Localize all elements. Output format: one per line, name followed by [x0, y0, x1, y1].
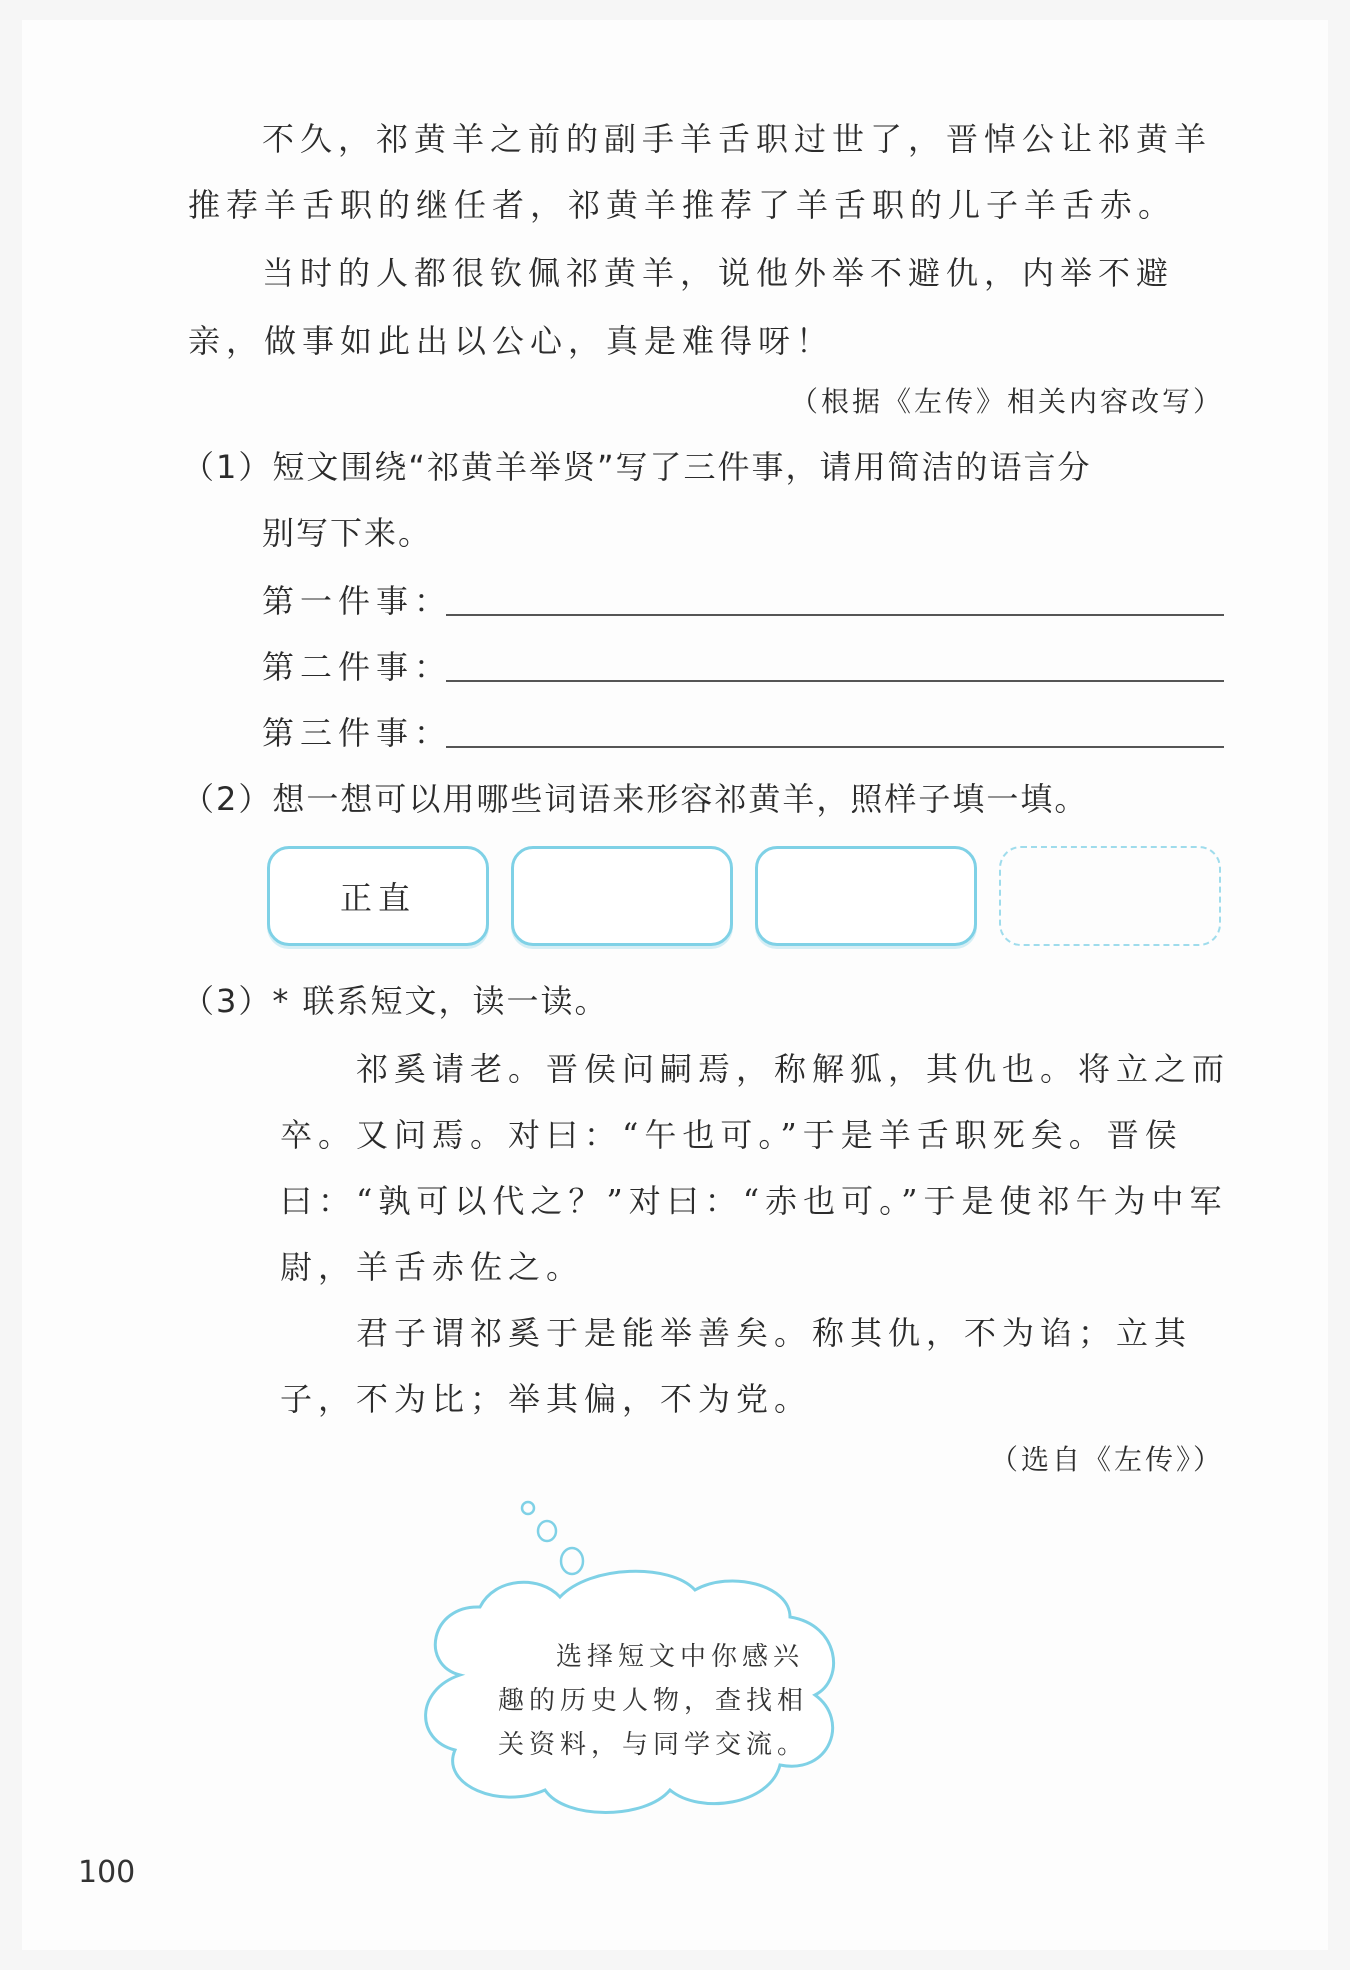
classical-line: 君子谓祁奚于是能举善矣。称其仇，不为谄；立其	[356, 1314, 1193, 1352]
question-1-text: 别写下来。	[262, 514, 433, 552]
passage-line: 亲，做事如此出以公心，真是难得呀！	[188, 322, 835, 360]
question-1-text: （1）短文围绕“祁黄羊举贤”写了三件事，请用简洁的语言分	[182, 448, 1092, 486]
bubble-text: 趣的历史人物，查找相	[498, 1686, 809, 1716]
item-label: 第三件事：	[262, 714, 453, 752]
bubble-text: 关资料，与同学交流。	[498, 1730, 809, 1760]
passage-line: 当时的人都很钦佩祁黄羊，说他外举不避仇，内举不避	[262, 254, 1175, 292]
word-box-example: 正直	[267, 846, 489, 946]
page-number: 100	[78, 1855, 136, 1890]
classical-line: 子，不为比；举其偏，不为党。	[280, 1380, 813, 1418]
passage-line: 推荐羊舌职的继任者，祁黄羊推荐了羊舌职的儿子羊舌赤。	[188, 186, 1177, 224]
word-box-optional[interactable]	[999, 846, 1221, 946]
classical-line: 曰：“孰可以代之？”对曰：“赤也可。”于是使祁午为中军	[280, 1182, 1228, 1220]
bubble-text: 选择短文中你感兴	[556, 1642, 805, 1672]
word-box-blank[interactable]	[755, 846, 977, 946]
question-3-text: （3）* 联系短文，读一读。	[182, 982, 609, 1020]
item-label: 第二件事：	[262, 648, 453, 686]
answer-blank-1[interactable]	[446, 614, 1224, 616]
question-2-text: （2）想一想可以用哪些词语来形容祁黄羊，照样子填一填。	[182, 780, 1089, 818]
passage-line: 不久，祁黄羊之前的副手羊舌职过世了，晋悼公让祁黄羊	[262, 120, 1213, 158]
word-box-blank[interactable]	[511, 846, 733, 946]
classical-line: 尉，羊舌赤佐之。	[280, 1248, 585, 1286]
classical-source: （选自《左传》）	[989, 1443, 1224, 1476]
classical-line: 卒。又问焉。对曰：“午也可。”于是羊舌职死矣。晋侯	[280, 1116, 1183, 1154]
item-label: 第一件事：	[262, 582, 453, 620]
answer-blank-3[interactable]	[446, 746, 1224, 748]
passage-source: （根据《左传》相关内容改写）	[789, 385, 1224, 418]
classical-line: 祁奚请老。晋侯问嗣焉，称解狐，其仇也。将立之而	[356, 1050, 1231, 1088]
answer-blank-2[interactable]	[446, 680, 1224, 682]
